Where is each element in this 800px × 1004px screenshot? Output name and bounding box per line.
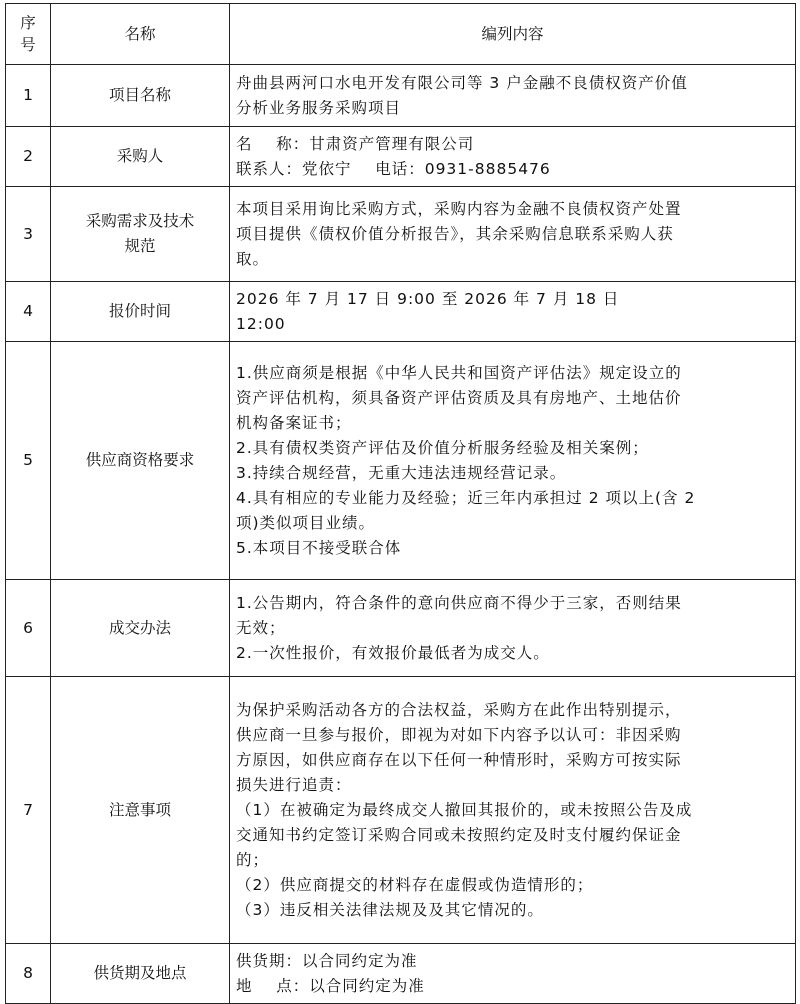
table-row <box>6 187 796 282</box>
row-index: 5 <box>6 342 51 580</box>
header-index <box>6 4 51 65</box>
row-index: 1 <box>6 65 51 127</box>
row-content: 供货期：以合同约定为准 地 点：以合同约定为准 <box>230 944 796 1004</box>
table-row <box>6 65 796 127</box>
row-name: 供应商资格要求 <box>51 342 230 580</box>
row-content: 本项目采用询比采购方式，采购内容为金融不良债权资产处置 项目提供《债权价值分析报告》，其余采购信息联系采购人获 取。 <box>230 187 796 282</box>
row-index: 8 <box>6 944 51 1004</box>
table-row <box>6 677 796 944</box>
header-content <box>230 4 796 65</box>
header-content-label: 编列内容 <box>481 24 544 43</box>
table-header-row <box>6 4 796 65</box>
row-content: 1.供应商须是根据《中华人民共和国资产评估法》规定设立的 资产评估机构，须具备资产评估资质及具有房地产、土地估价 机构备案证书； 2.具有债权类资产评估及价值分析服务经验及相关案例； 3.持续合规经营，无重大违法违规经营记录。 4.具有相应的专业能力及经验；近三年内承担过 2 项以上(含 2 项)类似项目业绩。 5.本项目不接受联合体 <box>230 342 796 580</box>
header-name <box>51 4 230 65</box>
table-row <box>6 580 796 677</box>
row-index: 7 <box>6 677 51 944</box>
row-name: 报价时间 <box>51 282 230 342</box>
procurement-table <box>5 3 796 1004</box>
row-name: 采购需求及技术 规范 <box>51 187 230 282</box>
table-row <box>6 342 796 580</box>
row-name: 注意事项 <box>51 677 230 944</box>
row-content: 名 称：甘肃资产管理有限公司 联系人：党依宁 电话：0931-8885476 <box>230 127 796 187</box>
row-name: 成交办法 <box>51 580 230 677</box>
header-name-label: 名称 <box>124 24 156 43</box>
row-index: 2 <box>6 127 51 187</box>
row-content: 2026 年 7 月 17 日 9:00 至 2026 年 7 月 18 日 12:00 <box>230 282 796 342</box>
row-name: 项目名称 <box>51 65 230 127</box>
row-content: 为保护采购活动各方的合法权益，采购方在此作出特别提示， 供应商一旦参与报价，即视为对如下内容予以认可：非因采购 方原因，如供应商存在以下任何一种情形时，采购方可按实际 损失进行追责： （1）在被确定为最终成交人撤回其报价的，或未按照公告及成 交通知书约定签订采购合同或未按照约定及时支付履约保证金 的； （2）供应商提交的材料存在虚假或伪造情形的； （3）违反相关法律法规及及其它情况的。 <box>230 677 796 944</box>
row-name: 供货期及地点 <box>51 944 230 1004</box>
table-row <box>6 944 796 1004</box>
row-index: 3 <box>6 187 51 282</box>
row-content: 舟曲县两河口水电开发有限公司等 3 户金融不良债权资产价值 分析业务服务采购项目 <box>230 65 796 127</box>
row-content: 1.公告期内，符合条件的意向供应商不得少于三家，否则结果 无效； 2.一次性报价，有效报价最低者为成交人。 <box>230 580 796 677</box>
header-index-label: 序 号 <box>20 14 36 54</box>
table-row <box>6 282 796 342</box>
table-row <box>6 127 796 187</box>
row-name: 采购人 <box>51 127 230 187</box>
row-index: 6 <box>6 580 51 677</box>
row-index: 4 <box>6 282 51 342</box>
